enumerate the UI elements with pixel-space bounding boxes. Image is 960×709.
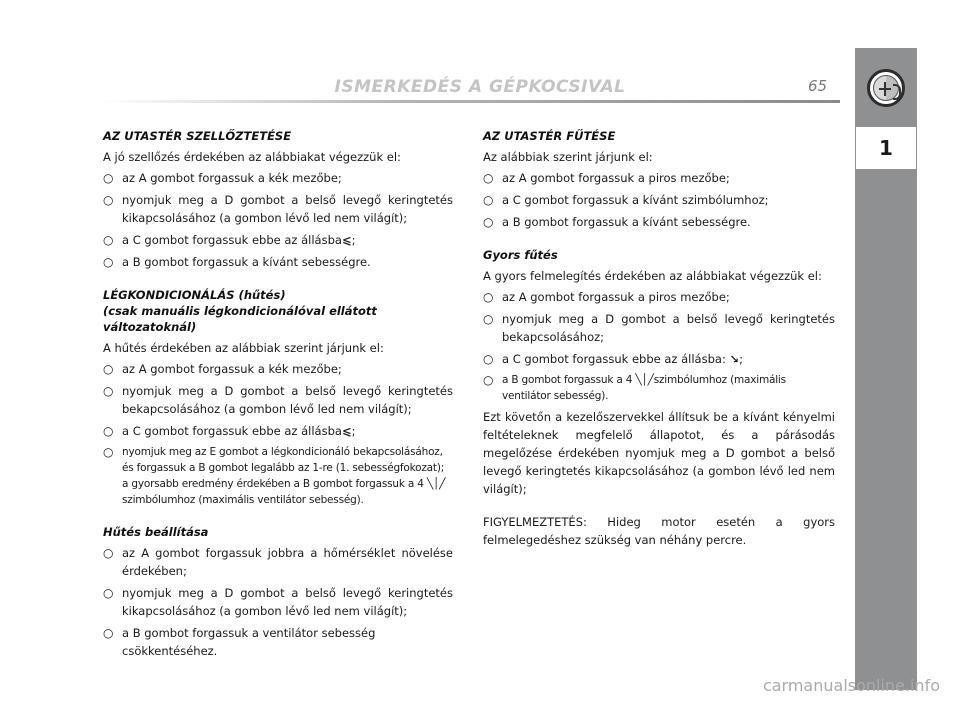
- list-item: [483, 213, 835, 231]
- list-item-text: a C gombot forgassuk a kívánt szimbólumhoz;: [502, 193, 769, 207]
- list-item-text: a B gombot forgassuk a kívánt sebességre.: [122, 255, 371, 269]
- circle-bullet-icon: ○: [483, 312, 494, 326]
- list-item: [103, 191, 453, 227]
- list-item: [103, 624, 453, 660]
- list-item-text: az A gombot forgassuk a kék mezőbe;: [122, 171, 342, 185]
- circle-bullet-icon: ○: [103, 626, 114, 640]
- ventilation-intro: A jó szellőzés érdekében az alábbiakat végezzük el:: [103, 150, 401, 164]
- circle-bullet-icon: ○: [103, 586, 114, 600]
- circle-bullet-icon: ○: [103, 233, 114, 247]
- circle-bullet-icon: ○: [483, 290, 494, 304]
- header-rule: [100, 100, 840, 103]
- list-item: ○ a C gombot forgassuk ebbe az állásba: ↘;: [483, 352, 743, 366]
- list-item-text: szimbólumhoz (maximális ventilátor sebesség).: [122, 494, 364, 506]
- logo-badge: [873, 75, 899, 101]
- circle-bullet-icon: ○: [103, 362, 114, 376]
- circle-bullet-icon: ○: [103, 193, 114, 207]
- circle-bullet-icon: ○: [483, 373, 494, 387]
- right-column: [483, 128, 835, 552]
- list-item: [483, 169, 835, 187]
- circle-bullet-icon: ○: [103, 255, 114, 269]
- left-column: [103, 128, 453, 664]
- list-item: [483, 191, 835, 209]
- list-item-text: az A gombot forgassuk a piros mezőbe;: [502, 171, 730, 185]
- heating-intro: Az alábbiak szerint járjunk el:: [483, 150, 653, 164]
- list-item: [483, 310, 835, 346]
- circle-bullet-icon: ○: [483, 352, 494, 366]
- list-item: [103, 253, 453, 271]
- list-item: ○ a C gombot forgassuk ebbe az állásba⩽;: [103, 424, 356, 438]
- watermark: carmanualsonline.info: [762, 676, 940, 695]
- circle-bullet-icon: ○: [103, 171, 114, 185]
- list-item-text: a B gombot forgassuk a ventilátor sebesség csökkentéséhez.: [122, 626, 376, 658]
- list-item-text: szimbólumhoz (maximális ventilátor sebesség).: [502, 374, 786, 402]
- list-item-text: a C gombot forgassuk ebbe az állásba: [122, 233, 342, 247]
- list-item: [103, 444, 453, 508]
- list-item-text: az A gombot forgassuk jobbra a hőmérséklet növelése érdekében;: [122, 546, 453, 578]
- list-item: [103, 544, 453, 580]
- circle-bullet-icon: ○: [103, 546, 114, 560]
- list-item: [483, 372, 835, 404]
- circle-bullet-icon: ○: [483, 215, 494, 229]
- list-item-text: a C gombot forgassuk ebbe az állásba: [122, 424, 342, 438]
- warning-paragraph: FIGYELMEZTETÉS: Hideg motor esetén a gyors felmelegedéshez szükség van néhány percre.: [483, 515, 835, 547]
- list-item-text: a B gombot forgassuk a kívánt sebességre.: [502, 215, 751, 229]
- aircon-intro: A hűtés érdekében az alábbiak szerint járjunk el:: [103, 341, 384, 355]
- circle-bullet-icon: ○: [103, 384, 114, 398]
- heading-ventilation: AZ UTASTÉR SZELLŐZTETÉSE: [103, 129, 292, 143]
- heading-quick-heating: Gyors fűtés: [483, 248, 558, 262]
- heading-aircon-sub2: változatoknál): [103, 320, 197, 334]
- circle-bullet-icon: ○: [103, 424, 114, 438]
- air-flow-person-icon: ⩽: [341, 233, 352, 247]
- list-item-text: nyomjuk meg a D gombot a belső levegő keringtetés bekapcsolásához;: [502, 312, 835, 344]
- adjust-paragraph: Ezt követőn a kezelőszervekkel állítsuk be a kívánt kényelmi feltételeknek megfelelő állapotot, és a párásodás megelőzése érdekében nyomjuk meg a D gombot a belső levegő keringtetés kikapcsolásához (a gombon lévő led nem világít);: [483, 410, 835, 496]
- list-item-text: nyomjuk meg a D gombot a belső levegő keringtetés kikapcsolásához (a gombon lévő led nem világít);: [122, 193, 453, 225]
- circle-bullet-icon: ○: [483, 193, 494, 207]
- heading-heating: AZ UTASTÉR FŰTÉSE: [483, 129, 616, 143]
- list-item-text: nyomjuk meg a D gombot a belső levegő keringtetés kikapcsolásához (a gombon lévő led nem világít);: [122, 586, 453, 618]
- air-flow-feet-icon: ↘: [729, 352, 740, 366]
- list-item-text: az A gombot forgassuk a kék mezőbe;: [122, 362, 342, 376]
- logo-serpent: [893, 84, 901, 100]
- heading-aircon-sub1: (csak manuális légkondicionálóval ellátott: [103, 304, 377, 318]
- list-item-text: nyomjuk meg az E gombot a légkondicionáló bekapcsolásához, és forgassuk a B gombot legalább az 1-re (1. sebességfokozat); a gyorsabb eredmény érdekében a B gombot forgassuk a 4: [122, 446, 445, 490]
- list-item: [103, 584, 453, 620]
- list-item-text: a B gombot forgassuk a 4: [502, 374, 633, 386]
- list-item-text: az A gombot forgassuk a piros mezőbe;: [502, 290, 730, 304]
- list-item: [103, 382, 453, 418]
- logo-cross-v: [884, 82, 886, 96]
- air-flow-person-icon: ⩽: [341, 424, 352, 438]
- list-item: [483, 288, 835, 306]
- list-item: ○ a C gombot forgassuk ebbe az állásba⩽;: [103, 233, 356, 247]
- list-item-text: a C gombot forgassuk ebbe az állásba:: [502, 352, 726, 366]
- circle-bullet-icon: ○: [483, 171, 494, 185]
- quick-heating-intro: A gyors felmelegítés érdekében az alábbiakat végezzük el:: [483, 269, 822, 283]
- page-header-title: ISMERKEDÉS A GÉPKOCSIVAL: [334, 77, 626, 97]
- list-item: [103, 169, 453, 187]
- fan-max-icon: ╲│╱: [426, 478, 446, 490]
- list-item-text: nyomjuk meg a D gombot a belső levegő keringtetés bekapcsolásához (a gombon lévő led nem világít);: [122, 384, 453, 416]
- heading-aircon: LÉGKONDICIONÁLÁS (hűtés): [103, 288, 286, 302]
- chapter-number-box: 1: [856, 127, 916, 169]
- page-number: 65: [808, 77, 828, 95]
- heading-cooling-adjust: Hűtés beállítása: [103, 525, 209, 539]
- list-item: [103, 360, 453, 378]
- alfa-romeo-logo-icon: [867, 69, 905, 107]
- fan-max-icon: ╲│╱: [635, 374, 654, 386]
- circle-bullet-icon: ○: [103, 445, 114, 459]
